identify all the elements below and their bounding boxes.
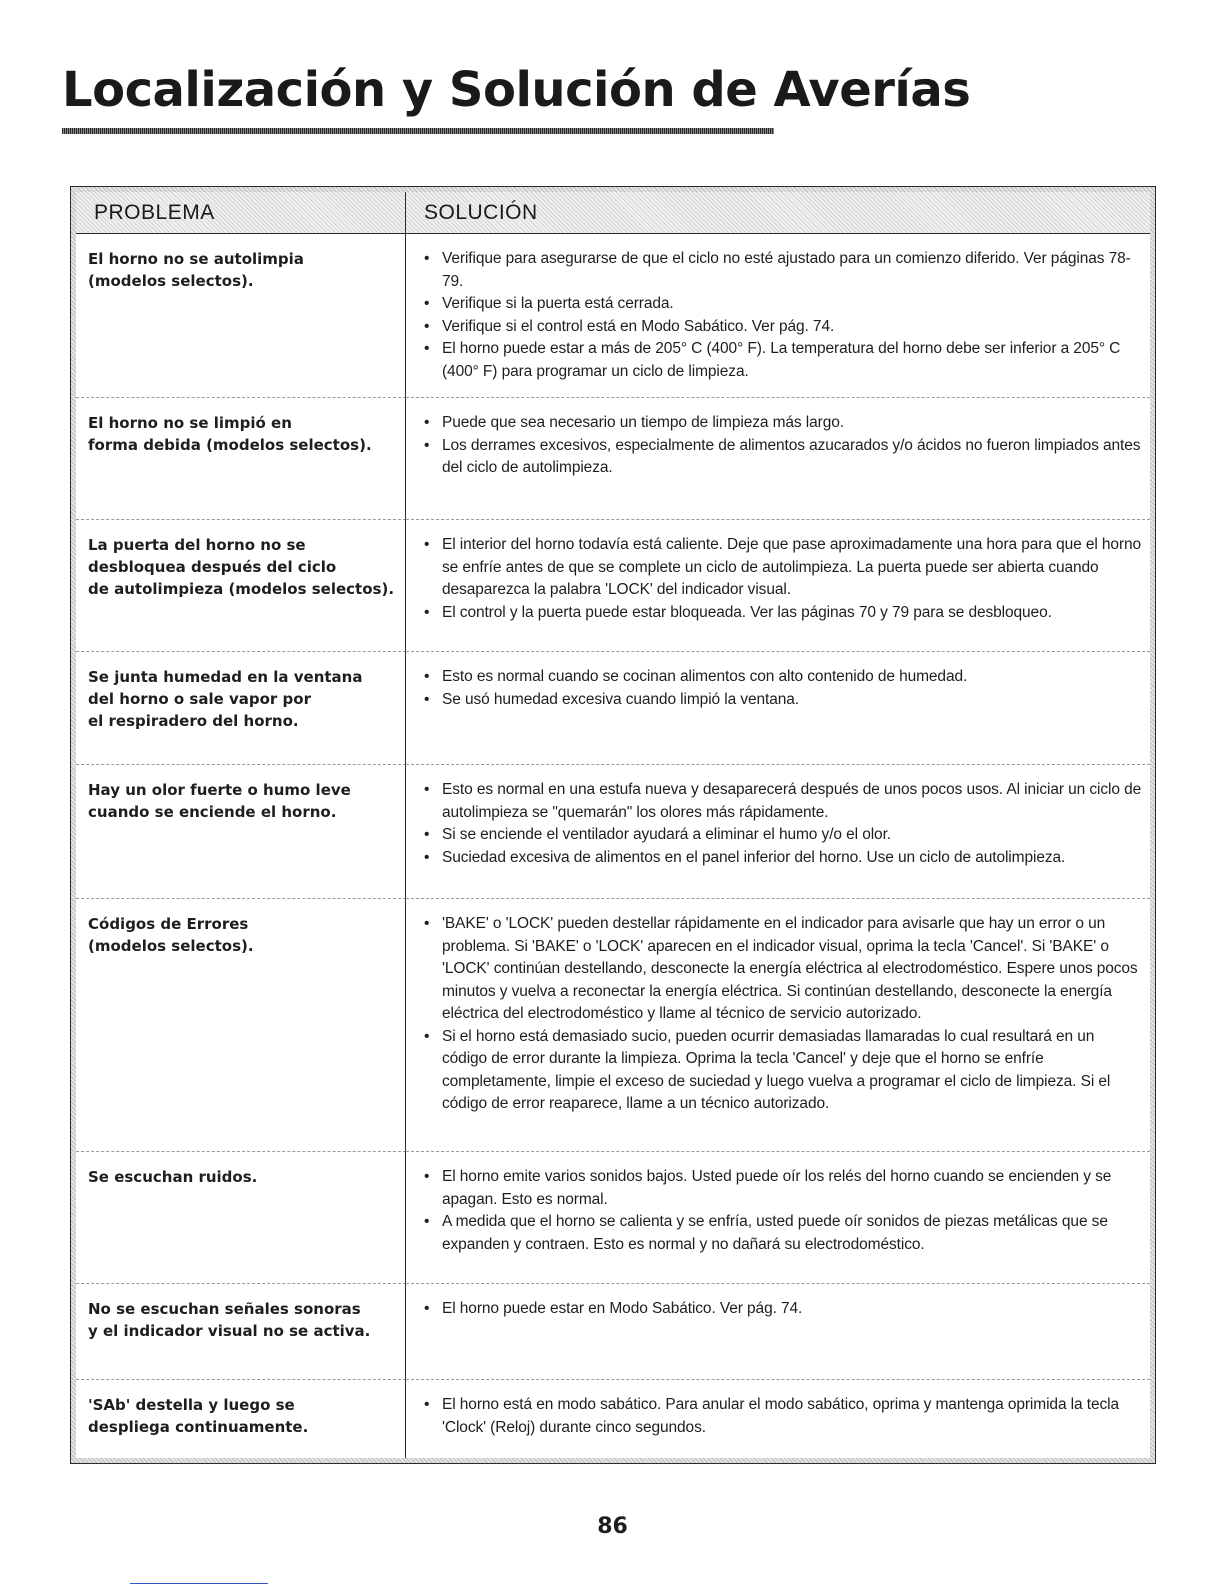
- solution-list: [420, 1298, 1142, 1321]
- solution-text: Se usó humedad excesiva cuando limpió la ventana.: [442, 690, 799, 708]
- problem-text: La puerta del horno no se desbloquea después del ciclo de autolimpieza (modelos selectos).: [88, 536, 395, 598]
- bullet-icon: •: [424, 848, 430, 866]
- bullet-icon: •: [424, 317, 430, 335]
- solution-item: [420, 1298, 1142, 1321]
- solution-text: El horno está en modo sabático. Para anular el modo sabático, oprima y mantenga oprimida la tecla 'Clock' (Reloj) durante cinco segundos.: [442, 1396, 1119, 1436]
- bullet-icon: •: [424, 414, 430, 431]
- solution-text: A medida que el horno se calienta y se enfría, usted puede oír sonidos de piezas metálicas que se expanden y contraen. Esto es normal y no dañará su electrodoméstico.: [442, 1213, 1108, 1253]
- solution-text: Los derrames excesivos, especialmente de alimentos azucarados y/o ácidos no fueron limpiados antes del ciclo de autolimpieza.: [442, 436, 1141, 476]
- solution-item: [420, 1394, 1142, 1439]
- problem-text: Se escuchan ruidos.: [88, 1168, 258, 1186]
- solution-list: [420, 412, 1142, 480]
- solution-item: [420, 602, 1142, 625]
- solution-text: Puede que sea necesario un tiempo de limpieza más largo.: [442, 414, 844, 431]
- problem-cell: [76, 652, 406, 765]
- solution-item: [420, 847, 1142, 870]
- problem-cell: [76, 1380, 406, 1458]
- solution-cell: [406, 1380, 1150, 1458]
- solution-cell: [406, 765, 1150, 899]
- page-number: 86: [597, 1514, 628, 1539]
- problem-text: Se junta humedad en la ventana del horno o sale vapor por el respiradero del horno.: [88, 668, 363, 730]
- bullet-icon: •: [424, 295, 430, 312]
- solution-cell: [406, 1284, 1150, 1380]
- bullet-icon: •: [424, 1213, 430, 1230]
- solution-cell: [406, 899, 1150, 1152]
- solution-list: [420, 534, 1142, 624]
- bullet-icon: •: [424, 436, 430, 454]
- bullet-icon: •: [424, 1300, 430, 1317]
- problem-text: El horno no se limpió en forma debida (modelos selectos).: [88, 414, 372, 454]
- solution-list: [420, 1166, 1142, 1256]
- solution-item: [420, 689, 1142, 712]
- problem-text: No se escuchan señales sonoras y el indicador visual no se activa.: [88, 1300, 371, 1340]
- table-grid: [76, 192, 1150, 1458]
- problem-text: Códigos de Errores (modelos selectos).: [88, 915, 254, 955]
- title-underline: [62, 128, 774, 134]
- bullet-icon: •: [424, 1027, 430, 1045]
- solution-item: [420, 412, 1142, 435]
- bullet-icon: •: [424, 690, 430, 708]
- solution-text: El control y la puerta puede estar bloqueada. Ver las páginas 70 y 79 para se desbloqueo.: [442, 603, 1052, 621]
- solution-item: [420, 666, 1142, 689]
- solution-text: El horno puede estar en Modo Sabático. Ver pág. 74.: [442, 1300, 803, 1317]
- problem-cell: [76, 1152, 406, 1284]
- bullet-icon: •: [424, 781, 430, 798]
- bullet-icon: •: [424, 668, 430, 685]
- problem-cell: [76, 234, 406, 398]
- problem-header: [76, 192, 406, 234]
- bullet-icon: •: [424, 250, 430, 267]
- problem-header-label: PROBLEMA: [94, 200, 215, 224]
- solution-item: [420, 824, 1142, 847]
- solution-item: [420, 1166, 1142, 1211]
- page-title: Localización y Solución de Averías: [62, 62, 971, 118]
- bullet-icon: •: [424, 340, 430, 357]
- solution-list: [420, 1394, 1142, 1439]
- bullet-icon: •: [424, 603, 430, 621]
- problem-cell: [76, 398, 406, 520]
- problem-text: 'SAb' destella y luego se despliega continuamente.: [88, 1396, 309, 1436]
- solution-item: [420, 913, 1142, 1026]
- solution-text: 'BAKE' o 'LOCK' pueden destellar rápidamente en el indicador para avisarle que hay un error o un problema. Si 'BAKE' o 'LOCK' aparecen en el indicador visual, oprima la tecla 'Cancel'. Si 'BAKE' o 'LOCK' continúan destellando, desconecte la energía eléctrica al electrodoméstico. Espere unos pocos minutos y vuelva a reconectar la energía eléctrica. Si continúan destellando, desconecte la energía eléctrica del electrodoméstico y llame al técnico de servicio autorizado.: [442, 915, 1138, 1022]
- solution-cell: [406, 234, 1150, 398]
- solution-cell: [406, 398, 1150, 520]
- solution-item: [420, 435, 1142, 480]
- solution-item: [420, 248, 1142, 293]
- solution-text: El interior del horno todavía está caliente. Deje que pase aproximadamente una hora para que el horno se enfríe antes de que se complete un ciclo de autolimpieza. La puerta puede ser abierta cuando desaparezca la palabra 'LOCK' del indicador visual.: [442, 536, 1142, 598]
- solution-cell: [406, 1152, 1150, 1284]
- solution-list: [420, 913, 1142, 1116]
- solution-text: Si se enciende el ventilador ayudará a eliminar el humo y/o el olor.: [442, 826, 891, 843]
- bullet-icon: •: [424, 536, 430, 553]
- solution-text: Esto es normal en una estufa nueva y desaparecerá después de unos pocos usos. Al iniciar un ciclo de autolimpieza se "quemarán" los olores más rápidamente.: [442, 781, 1142, 821]
- problem-cell: [76, 765, 406, 899]
- solution-item: [420, 1211, 1142, 1256]
- solution-text: El horno emite varios sonidos bajos. Usted puede oír los relés del horno cuando se encienden y se apagan. Esto es normal.: [442, 1168, 1112, 1208]
- solution-list: [420, 248, 1142, 383]
- solution-cell: [406, 520, 1150, 652]
- solution-item: [420, 338, 1142, 383]
- footer-link-underline: [130, 1583, 268, 1584]
- problem-text: Hay un olor fuerte o humo leve cuando se enciende el horno.: [88, 781, 351, 821]
- solution-item: [420, 534, 1142, 602]
- solution-cell: [406, 652, 1150, 765]
- solution-item: [420, 1026, 1142, 1116]
- solution-text: Verifique si el control está en Modo Sabático. Ver pág. 74.: [442, 317, 835, 335]
- problem-cell: [76, 1284, 406, 1380]
- solution-text: Suciedad excesiva de alimentos en el panel inferior del horno. Use un ciclo de autolimpieza.: [442, 848, 1066, 866]
- solution-text: Esto es normal cuando se cocinan alimentos con alto contenido de humedad.: [442, 668, 968, 685]
- solution-text: Si el horno está demasiado sucio, pueden ocurrir demasiadas llamaradas lo cual resultará en un código de error durante la limpieza. Oprima la tecla 'Cancel' y deje que el horno se enfríe completamente, limpie el exceso de suciedad y luego vuelva a programar el ciclo de limpieza. Si el código de error reaparece, llame a un técnico autorizado.: [442, 1027, 1111, 1112]
- solution-item: [420, 316, 1142, 339]
- solution-header-label: SOLUCIÓN: [424, 200, 538, 224]
- solution-text: Verifique para asegurarse de que el ciclo no esté ajustado para un comienzo diferido. Ver páginas 78-79.: [442, 250, 1131, 290]
- bullet-icon: •: [424, 826, 430, 843]
- solution-list: [420, 779, 1142, 869]
- solution-list: [420, 666, 1142, 711]
- problem-cell: [76, 520, 406, 652]
- solution-header: [406, 192, 1150, 234]
- bullet-icon: •: [424, 915, 430, 932]
- bullet-icon: •: [424, 1168, 430, 1185]
- solution-text: El horno puede estar a más de 205° C (400° F). La temperatura del horno debe ser inferior a 205° C (400° F) para programar un ciclo de limpieza.: [442, 340, 1121, 380]
- solution-text: Verifique si la puerta está cerrada.: [442, 295, 674, 312]
- solution-item: [420, 779, 1142, 824]
- problem-text: El horno no se autolimpia (modelos selectos).: [88, 250, 304, 290]
- problem-cell: [76, 899, 406, 1152]
- troubleshooting-table: [70, 186, 1156, 1464]
- solution-item: [420, 293, 1142, 316]
- bullet-icon: •: [424, 1396, 430, 1413]
